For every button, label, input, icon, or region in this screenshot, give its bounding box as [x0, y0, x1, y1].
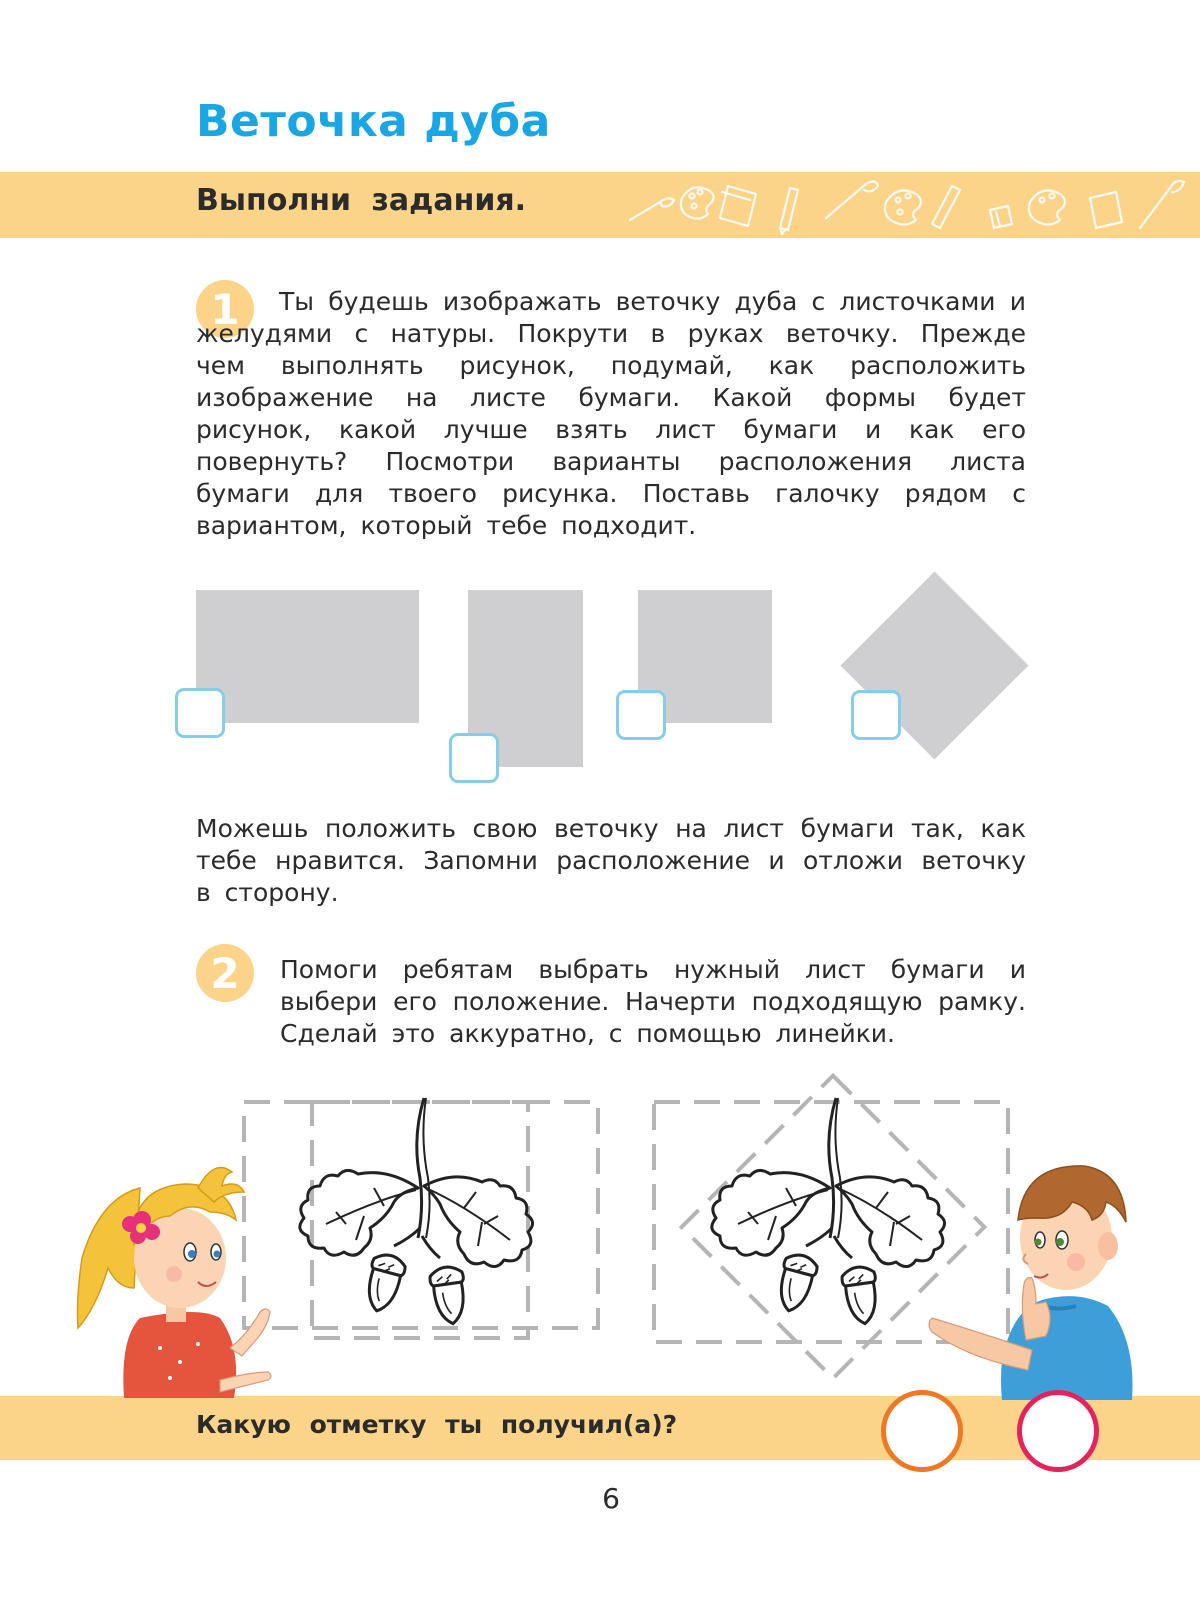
checkbox-diamond[interactable] — [851, 690, 901, 740]
page-title: Веточка дуба — [196, 96, 551, 147]
checkbox-landscape[interactable] — [175, 688, 225, 738]
oak-branch-left — [300, 1098, 533, 1326]
grade-circle-orange[interactable] — [881, 1390, 963, 1472]
grade-question: Какую отметку ты получил(а)? — [196, 1410, 678, 1439]
checkbox-portrait[interactable] — [449, 733, 499, 783]
checkbox-square[interactable] — [616, 690, 666, 740]
header-band — [0, 172, 1200, 238]
task-number-1: 1 — [196, 280, 254, 338]
task-number-2: 2 — [196, 944, 254, 1002]
girl-illustration — [70, 1148, 290, 1398]
task-1-text: Ты будешь изображать веточку дуба с листочками и желудями с натуры. Покрути в руках веточку. Прежде чем выполнять рисунок, подумай, как расположить изображение на листе бумаги. Какой формы будет рисунок, какой лучше взять лист бумаги и как его повернуть? Посмотри варианты расположения листа бумаги для твоего рисунка. Поставь галочку рядом с вариантом, который тебе подходит. — [196, 287, 1026, 540]
task-2-text: Помоги ребятам выбрать нужный лист бумаги и выбери его положение. Начерти подходящую рамку. Сделай это аккуратно, с помощью линейки. — [280, 955, 1026, 1048]
sheet-landscape — [196, 590, 419, 723]
page-number: 6 — [602, 1482, 620, 1515]
task-1-followup-text: Можешь положить свою веточку на лист бумаги так, как тебе нравится. Запомни расположение и отложи веточку в сторону. — [196, 814, 1026, 907]
oak-branch-right — [712, 1098, 945, 1326]
grade-circle-red[interactable] — [1017, 1390, 1099, 1472]
instruction-heading: Выполни задания. — [196, 183, 527, 218]
art-supplies-decoration — [620, 172, 1200, 238]
boy-illustration — [922, 1150, 1162, 1400]
